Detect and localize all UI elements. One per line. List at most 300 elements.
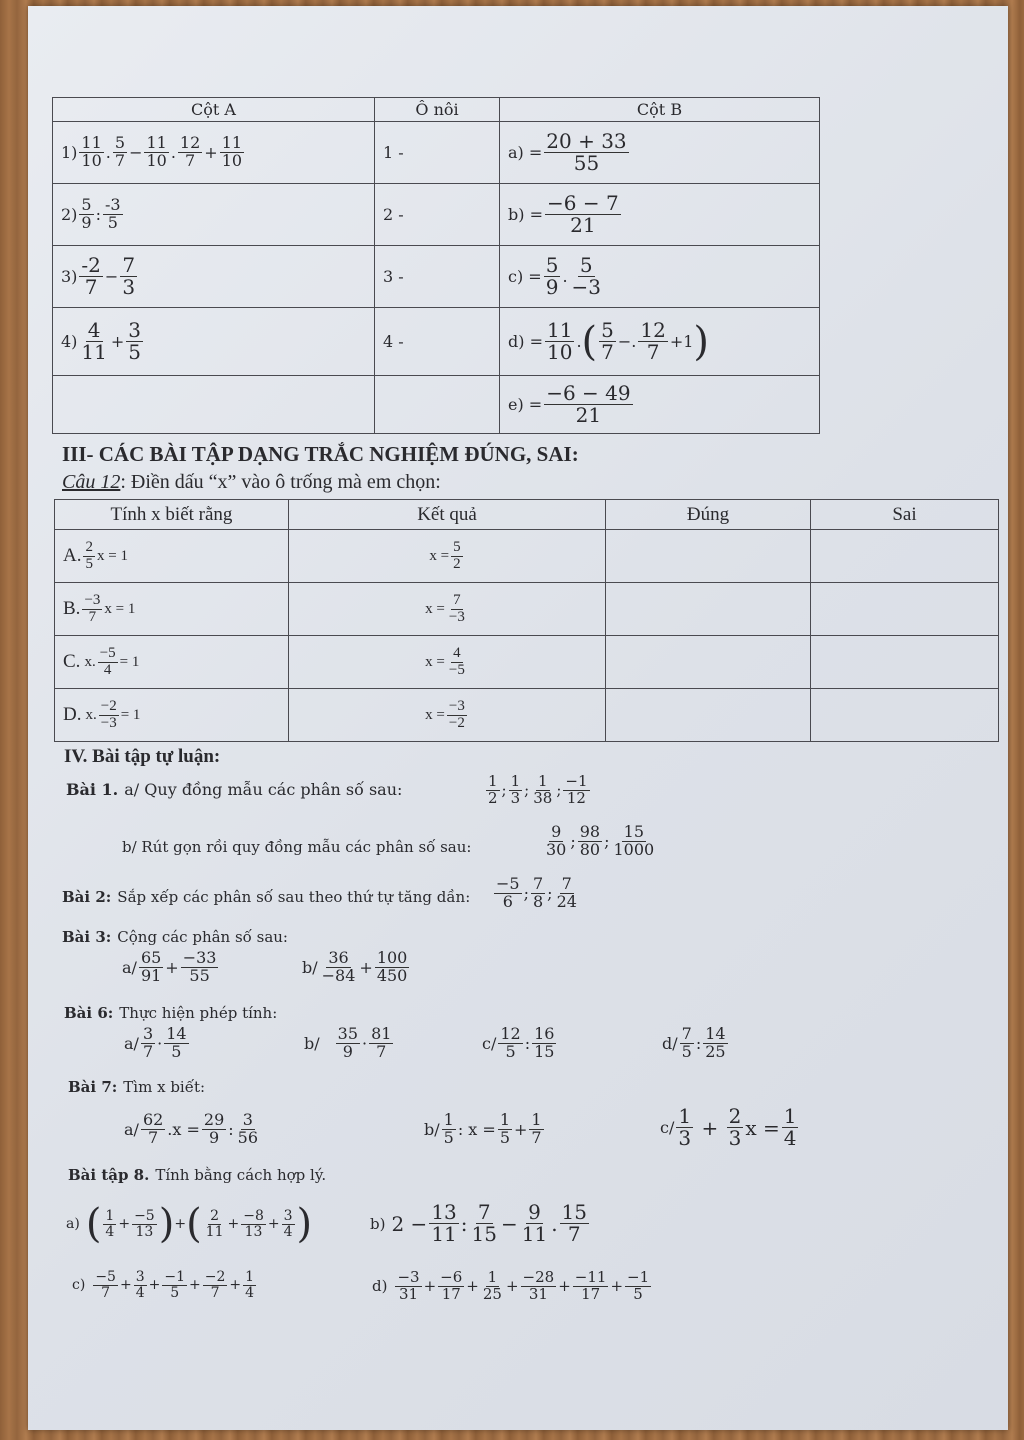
bai-2-fractions: $\frac{-5}{6}$ ; $\frac{7}{8}$ ; $\frac{7}{24}$ bbox=[496, 874, 577, 911]
numerator: −6 bbox=[440, 1268, 463, 1286]
numerator: 1 bbox=[487, 1268, 498, 1286]
denominator: 7 bbox=[531, 1127, 542, 1147]
numerator: −3 bbox=[448, 697, 465, 714]
fraction bbox=[83, 540, 95, 573]
numerator: 1 bbox=[537, 772, 548, 790]
fraction bbox=[555, 876, 579, 911]
denominator: 7 bbox=[88, 608, 97, 625]
bai-3a: a/ $\frac{65}{91}$ + $\frac{-33}{55}$ bbox=[122, 948, 217, 985]
fraction bbox=[578, 824, 602, 859]
denominator: 450 bbox=[376, 965, 408, 985]
numerator: 3 bbox=[283, 1207, 293, 1224]
numerator: 1 bbox=[105, 1207, 115, 1224]
denominator: −5 bbox=[448, 661, 465, 678]
fraction bbox=[241, 1209, 266, 1239]
fraction bbox=[79, 197, 93, 232]
connector-empty[interactable] bbox=[375, 376, 500, 434]
denominator: 15 bbox=[471, 1222, 497, 1246]
fraction bbox=[529, 1112, 543, 1147]
denominator: 2 bbox=[453, 555, 461, 572]
bai-3b: b/ $\frac{36}{-84}$ + $\frac{100}{450}$ bbox=[302, 948, 408, 985]
denominator: 11 bbox=[205, 1223, 224, 1240]
numerator: 5 bbox=[453, 538, 461, 555]
fraction bbox=[113, 135, 127, 170]
bai-8b: b) 2 − $\frac{13}{11}$ : $\frac{7}{15}$ − $\frac{9}{11}$ . $\frac{15}{7}$ bbox=[370, 1200, 587, 1246]
denominator: 10 bbox=[81, 151, 102, 170]
fraction bbox=[573, 1270, 609, 1303]
denominator: 31 bbox=[398, 1284, 419, 1303]
numerator: 3 bbox=[242, 1110, 253, 1129]
bai-8a: a) ( $\frac{1}{4}$ + $\frac{-5}{13}$ ) + ( $\frac{2}{11}$ + $\frac{-8}{13}$ + $\frac{3}{4}$ ) bbox=[66, 1201, 313, 1247]
fraction bbox=[369, 1026, 393, 1061]
denominator: 21 bbox=[575, 403, 602, 427]
fraction bbox=[144, 135, 168, 170]
header-cot-a: Cột A bbox=[53, 98, 375, 122]
fraction bbox=[204, 1209, 226, 1239]
header-ket-qua: Kết quả bbox=[289, 500, 606, 530]
denominator: −84 bbox=[321, 965, 356, 985]
fraction bbox=[395, 1270, 421, 1303]
numerator: 1 bbox=[488, 772, 498, 790]
checkbox-sai-d[interactable] bbox=[811, 689, 999, 742]
numerator: 62 bbox=[142, 1110, 164, 1129]
numerator: -3 bbox=[105, 195, 121, 215]
fraction bbox=[282, 1209, 295, 1239]
fraction bbox=[570, 255, 603, 298]
numerator: 2 bbox=[210, 1207, 220, 1224]
numerator: 3 bbox=[135, 1269, 145, 1285]
numerator: 14 bbox=[705, 1024, 726, 1043]
denominator: 13 bbox=[244, 1223, 263, 1240]
bai-1a: Bài 1. a/ Quy đồng mẫu các phân số sau: bbox=[66, 780, 403, 799]
fraction bbox=[545, 193, 621, 236]
question-12: Câu 12: Điền dấu “x” vào ô trống mà em chọn: bbox=[62, 471, 441, 493]
denominator: 91 bbox=[140, 965, 162, 985]
denominator: 7 bbox=[148, 1127, 159, 1147]
numerator: 5 bbox=[601, 318, 614, 342]
numerator: 12 bbox=[500, 1024, 521, 1043]
denominator: 21 bbox=[570, 213, 596, 237]
fraction bbox=[202, 1112, 226, 1147]
denominator: 5 bbox=[499, 1127, 511, 1147]
numerator: 4 bbox=[87, 318, 101, 342]
denominator: 11 bbox=[81, 340, 107, 364]
denominator: 5 bbox=[633, 1284, 643, 1303]
cot-a-row-1: 1) $\frac{11}{10}$ . $\frac{5}{7}$ − $\frac{11}{10}$ . $\frac{12}{7}$ + $\frac{11}{10}$ bbox=[53, 122, 375, 184]
fraction bbox=[132, 1209, 157, 1239]
question-a: A. $\frac{2}{5}$ x = 1 bbox=[55, 530, 289, 583]
denominator: 10 bbox=[546, 340, 573, 364]
denominator: 55 bbox=[189, 965, 210, 985]
numerator: -2 bbox=[81, 253, 101, 277]
fraction bbox=[470, 1202, 499, 1245]
question-b: B. $\frac{-3}{7}$ x = 1 bbox=[55, 583, 289, 636]
numerator: 2 bbox=[85, 538, 93, 555]
checkbox-sai-a[interactable] bbox=[811, 530, 999, 583]
fraction bbox=[638, 320, 667, 363]
question-c: C. x. $\frac{-5}{4}$ = 1 bbox=[55, 636, 289, 689]
numerator: −3 bbox=[84, 591, 101, 608]
bai-6d: d/ $\frac{7}{5}$ : $\frac{14}{25}$ bbox=[662, 1024, 726, 1061]
fraction bbox=[181, 950, 219, 985]
denominator: 5 bbox=[171, 1041, 182, 1061]
numerator: 5 bbox=[114, 133, 126, 153]
numerator: 15 bbox=[561, 1200, 587, 1224]
true-false-table bbox=[54, 499, 999, 742]
checkbox-dung-c[interactable] bbox=[606, 636, 811, 689]
cot-b-row-e: e) = $\frac{-6 - 49}{21}$ bbox=[500, 376, 820, 434]
fraction bbox=[531, 876, 545, 911]
numerator: 11 bbox=[146, 133, 167, 153]
cot-b-row-a: a) = $\frac{20 + 33}{55}$ bbox=[500, 122, 820, 184]
fraction bbox=[509, 774, 523, 807]
header-sai: Sai bbox=[811, 500, 999, 530]
denominator: −3 bbox=[571, 275, 602, 299]
denominator: 17 bbox=[441, 1284, 461, 1303]
numerator: 13 bbox=[431, 1200, 457, 1224]
numerator: −2 bbox=[204, 1269, 226, 1285]
denominator: 1000 bbox=[613, 839, 655, 859]
denominator: 7 bbox=[185, 151, 196, 170]
fraction bbox=[544, 131, 628, 174]
numerator: 7 bbox=[122, 253, 136, 277]
result-b: x = $\frac{7}{-3}$ bbox=[289, 583, 606, 636]
numerator: 7 bbox=[453, 591, 461, 608]
numerator: −33 bbox=[182, 948, 217, 967]
numerator: 7 bbox=[477, 1200, 491, 1224]
fraction bbox=[93, 1270, 118, 1300]
fraction bbox=[447, 593, 467, 626]
numerator: −6 − 49 bbox=[546, 381, 631, 405]
numerator: 9 bbox=[528, 1200, 541, 1224]
fraction bbox=[99, 699, 119, 732]
numerator: −5 bbox=[95, 1269, 116, 1285]
numerator: 35 bbox=[337, 1024, 358, 1043]
cot-b-row-c: c) = $\frac{5}{9}$ . $\frac{5}{-3}$ bbox=[500, 246, 820, 308]
fraction bbox=[521, 1270, 557, 1303]
numerator: 15 bbox=[623, 822, 645, 841]
denominator: 55 bbox=[573, 151, 600, 175]
denominator: 56 bbox=[237, 1127, 259, 1147]
numerator: 7 bbox=[532, 874, 544, 893]
numerator: 12 bbox=[640, 318, 666, 342]
fraction bbox=[79, 135, 103, 170]
fraction bbox=[544, 824, 568, 859]
fraction bbox=[141, 1026, 155, 1061]
numerator: 100 bbox=[376, 948, 408, 967]
fraction bbox=[178, 135, 202, 170]
connector-4[interactable]: 4 - bbox=[375, 308, 500, 376]
fraction bbox=[451, 540, 463, 573]
fraction bbox=[103, 1209, 116, 1239]
cot-a-row-2: 2) $\frac{5}{9}$ : $\frac{-3}{5}$ bbox=[53, 184, 375, 246]
numerator: 11 bbox=[546, 318, 573, 342]
fraction bbox=[243, 1270, 256, 1300]
numerator: 5 bbox=[81, 195, 92, 215]
fraction bbox=[98, 646, 118, 679]
bai-7: Bài 7: Tìm x biết: bbox=[68, 1078, 206, 1096]
denominator: 5 bbox=[505, 1041, 516, 1061]
bai-1b-fractions: $\frac{9}{30}$ ; $\frac{98}{80}$ ; $\frac{15}{1000}$ bbox=[546, 822, 655, 859]
fraction bbox=[544, 255, 561, 298]
denominator: 25 bbox=[705, 1041, 726, 1061]
fraction bbox=[481, 1270, 504, 1303]
bai-7b: b/ $\frac{1}{5}$ : x = $\frac{1}{5}$ + $\frac{1}{7}$ bbox=[424, 1110, 542, 1147]
fraction bbox=[782, 1106, 799, 1149]
numerator: 2 bbox=[728, 1104, 742, 1128]
fraction bbox=[79, 255, 102, 298]
denominator: 7 bbox=[210, 1284, 220, 1301]
denominator: 10 bbox=[146, 151, 167, 170]
fraction bbox=[531, 774, 554, 807]
header-o-noi: Ô nôi bbox=[375, 98, 500, 122]
numerator: 11 bbox=[81, 133, 102, 153]
fraction bbox=[164, 1026, 188, 1061]
cot-b-row-b: b) = $\frac{-6 - 7}{21}$ bbox=[500, 184, 820, 246]
fraction bbox=[375, 950, 410, 985]
numerator: 1 bbox=[531, 1110, 542, 1129]
numerator: 14 bbox=[166, 1024, 187, 1043]
denominator: 4 bbox=[103, 661, 112, 678]
fraction bbox=[139, 950, 163, 985]
bai-7a: a/ $\frac{62}{7}$ .x = $\frac{29}{9}$ : $\frac{3}{56}$ bbox=[124, 1110, 259, 1147]
denominator: 9 bbox=[208, 1127, 220, 1147]
bai-7c: c/ $\frac{1}{3}$ + $\frac{2}{3}$ x = $\frac{1}{4}$ bbox=[660, 1104, 797, 1150]
fraction bbox=[498, 1112, 512, 1147]
bai-8: Bài tập 8. Tính bằng cách hợp lý. bbox=[68, 1166, 327, 1184]
fraction bbox=[486, 774, 500, 807]
fraction bbox=[82, 593, 102, 626]
numerator: 5 bbox=[579, 253, 593, 277]
fraction bbox=[336, 1026, 360, 1061]
fraction bbox=[120, 255, 137, 298]
fraction bbox=[676, 1106, 693, 1149]
fraction bbox=[126, 320, 143, 363]
fraction bbox=[599, 320, 616, 363]
numerator: 11 bbox=[221, 133, 243, 153]
question-d: D. x. $\frac{-2}{-3}$ = 1 bbox=[55, 689, 289, 742]
numerator: −5 bbox=[99, 644, 116, 661]
numerator: 12 bbox=[179, 133, 201, 153]
fraction bbox=[560, 1202, 589, 1245]
fraction bbox=[498, 1026, 522, 1061]
numerator: −1 bbox=[565, 772, 588, 790]
denominator: 5 bbox=[443, 1127, 454, 1147]
fraction bbox=[532, 1026, 556, 1061]
numerator: 1 bbox=[783, 1104, 797, 1128]
numerator: −11 bbox=[574, 1268, 607, 1286]
numerator: 1 bbox=[510, 772, 521, 790]
numerator: 3 bbox=[128, 318, 142, 342]
denominator: 3 bbox=[510, 788, 521, 807]
denominator: 9 bbox=[81, 213, 92, 232]
denominator: 5 bbox=[681, 1041, 692, 1061]
denominator: 4 bbox=[283, 1223, 293, 1240]
denominator: 15 bbox=[534, 1041, 555, 1061]
numerator: 4 bbox=[453, 644, 461, 661]
fraction bbox=[563, 774, 589, 807]
numerator: 36 bbox=[328, 948, 349, 967]
fraction bbox=[545, 320, 574, 363]
denominator: 5 bbox=[107, 213, 118, 232]
numerator: −8 bbox=[243, 1207, 264, 1224]
numerator: 65 bbox=[140, 948, 162, 967]
denominator: 7 bbox=[601, 340, 614, 364]
denominator: 7 bbox=[101, 1284, 111, 1301]
numerator: −28 bbox=[522, 1268, 555, 1286]
denominator: −2 bbox=[448, 714, 465, 731]
fraction bbox=[727, 1106, 744, 1149]
checkbox-sai-c[interactable] bbox=[811, 636, 999, 689]
header-tinh-x: Tính x biết rằng bbox=[55, 500, 289, 530]
bai-8d: d) $\frac{-3}{31}$ + $\frac{-6}{17}$ + $\frac{1}{25}$ + $\frac{-28}{31}$ + $\frac{-11}{17}$ + $\frac{-1}{5}$ bbox=[372, 1268, 650, 1303]
section-4-title: IV. Bài tập tự luận: bbox=[64, 746, 221, 767]
denominator: 7 bbox=[142, 1041, 154, 1061]
denominator: 9 bbox=[342, 1041, 353, 1061]
fraction bbox=[494, 876, 522, 911]
fraction bbox=[162, 1270, 187, 1300]
header-dung: Đúng bbox=[606, 500, 811, 530]
numerator: 7 bbox=[561, 874, 572, 893]
bai-1b: b/ Rút gọn rồi quy đồng mẫu các phân số sau: bbox=[122, 838, 472, 856]
header-cot-b: Cột B bbox=[500, 98, 820, 122]
checkbox-dung-b[interactable] bbox=[606, 583, 811, 636]
bai-6: Bài 6: Thực hiện phép tính: bbox=[64, 1004, 278, 1022]
connector-2[interactable]: 2 - bbox=[375, 184, 500, 246]
denominator: 24 bbox=[556, 891, 577, 911]
denominator: −3 bbox=[448, 608, 465, 625]
fraction bbox=[442, 1112, 456, 1147]
bai-6c: c/ $\frac{12}{5}$ : $\frac{16}{15}$ bbox=[482, 1024, 555, 1061]
cot-a-row-3: 3) $\frac{-2}{7}$ − $\frac{7}{3}$ bbox=[53, 246, 375, 308]
denominator: 7 bbox=[114, 151, 126, 170]
denominator: 5 bbox=[85, 555, 93, 572]
numerator: 1 bbox=[678, 1104, 692, 1128]
denominator: 17 bbox=[581, 1284, 601, 1303]
denominator: 3 bbox=[678, 1126, 692, 1150]
fraction bbox=[703, 1026, 727, 1061]
denominator: 38 bbox=[533, 788, 553, 807]
denominator: 25 bbox=[482, 1284, 502, 1303]
denominator: 11 bbox=[521, 1222, 548, 1246]
denominator: 5 bbox=[128, 340, 142, 364]
fraction bbox=[447, 699, 467, 732]
denominator: 4 bbox=[105, 1223, 115, 1240]
matching-table bbox=[52, 97, 820, 434]
fraction bbox=[79, 320, 108, 363]
numerator: 20 + 33 bbox=[546, 129, 627, 153]
denominator: 80 bbox=[579, 839, 601, 859]
numerator: 7 bbox=[681, 1024, 692, 1043]
denominator: 3 bbox=[122, 275, 136, 299]
fraction bbox=[236, 1112, 260, 1147]
denominator: 8 bbox=[532, 891, 544, 911]
denominator: 7 bbox=[646, 340, 660, 364]
numerator: 1 bbox=[245, 1269, 255, 1285]
result-a: x = $\frac{5}{2}$ bbox=[289, 530, 606, 583]
cot-a-row-4: 4) $\frac{4}{11}$ + $\frac{3}{5}$ bbox=[53, 308, 375, 376]
fraction bbox=[220, 135, 244, 170]
denominator: 4 bbox=[783, 1126, 797, 1150]
fraction bbox=[429, 1202, 458, 1245]
fraction bbox=[141, 1112, 165, 1147]
connector-3[interactable]: 3 - bbox=[375, 246, 500, 308]
result-c: x = $\frac{4}{-5}$ bbox=[289, 636, 606, 689]
bai-1a-fractions: $\frac{1}{2}$ ; $\frac{1}{3}$ ; $\frac{1}{38}$ ; $\frac{-1}{12}$ bbox=[488, 772, 588, 807]
fraction bbox=[203, 1270, 228, 1300]
denominator: 11 bbox=[431, 1222, 457, 1246]
cot-a-row-empty bbox=[53, 376, 375, 434]
denominator: 30 bbox=[546, 839, 567, 859]
result-d: x = $\frac{-3}{-2}$ bbox=[289, 689, 606, 742]
denominator: 3 bbox=[728, 1126, 742, 1150]
numerator: 16 bbox=[534, 1024, 555, 1043]
numerator: 98 bbox=[579, 822, 601, 841]
checkbox-sai-b[interactable] bbox=[811, 583, 999, 636]
denominator: 7 bbox=[567, 1222, 581, 1246]
numerator: −5 bbox=[134, 1207, 155, 1224]
denominator: 13 bbox=[135, 1223, 154, 1240]
cot-b-row-d: d) = $\frac{11}{10}$ . ( $\frac{5}{7}$ −. $\frac{12}{7}$ +1 ) bbox=[500, 308, 820, 376]
denominator: 6 bbox=[502, 891, 513, 911]
fraction bbox=[612, 824, 657, 859]
denominator: 5 bbox=[170, 1284, 180, 1301]
numerator: −5 bbox=[496, 874, 520, 893]
numerator: −1 bbox=[627, 1268, 650, 1286]
denominator: 12 bbox=[566, 788, 586, 807]
connector-1[interactable]: 1 - bbox=[375, 122, 500, 184]
denominator: 9 bbox=[545, 275, 559, 299]
denominator: 10 bbox=[221, 151, 243, 170]
numerator: 3 bbox=[142, 1024, 154, 1043]
numerator: 81 bbox=[371, 1024, 392, 1043]
denominator: 31 bbox=[528, 1284, 548, 1303]
checkbox-dung-a[interactable] bbox=[606, 530, 811, 583]
denominator: 7 bbox=[376, 1041, 387, 1061]
numerator: −3 bbox=[397, 1268, 420, 1286]
fraction bbox=[320, 950, 358, 985]
numerator: 1 bbox=[499, 1110, 511, 1129]
numerator: −2 bbox=[100, 697, 117, 714]
numerator: 9 bbox=[551, 822, 562, 841]
bai-2: Bài 2: Sắp xếp các phân số sau theo thứ tự tăng dần: bbox=[62, 888, 471, 906]
denominator: −3 bbox=[100, 714, 117, 731]
fraction bbox=[134, 1270, 147, 1300]
fraction bbox=[438, 1270, 464, 1303]
fraction bbox=[680, 1026, 694, 1061]
denominator: 7 bbox=[84, 275, 98, 299]
denominator: 4 bbox=[245, 1284, 255, 1301]
fraction bbox=[544, 383, 632, 426]
numerator: 5 bbox=[545, 253, 559, 277]
fraction bbox=[447, 646, 467, 679]
denominator: 4 bbox=[135, 1284, 145, 1301]
fraction bbox=[103, 197, 123, 232]
denominator: 2 bbox=[488, 788, 498, 807]
numerator: 29 bbox=[203, 1110, 225, 1129]
fraction bbox=[625, 1270, 651, 1303]
bai-8c: c) $\frac{-5}{7}$ + $\frac{3}{4}$ + $\frac{-1}{5}$ + $\frac{-2}{7}$ + $\frac{1}{4}$ bbox=[72, 1269, 255, 1301]
bai-6a: a/ $\frac{3}{7}$ · $\frac{14}{5}$ bbox=[124, 1024, 187, 1061]
numerator: −6 − 7 bbox=[546, 191, 619, 215]
numerator: −1 bbox=[164, 1269, 185, 1285]
bai-6b: b/ $\frac{35}{9}$ · $\frac{81}{7}$ bbox=[304, 1024, 392, 1061]
checkbox-dung-d[interactable] bbox=[606, 689, 811, 742]
section-3-title: III- CÁC BÀI TẬP DẠNG TRẮC NGHIỆM ĐÚNG, SAI: bbox=[62, 442, 579, 466]
bai-3: Bài 3: Cộng các phân số sau: bbox=[62, 928, 288, 946]
fraction bbox=[520, 1202, 549, 1245]
numerator: 1 bbox=[443, 1110, 454, 1129]
